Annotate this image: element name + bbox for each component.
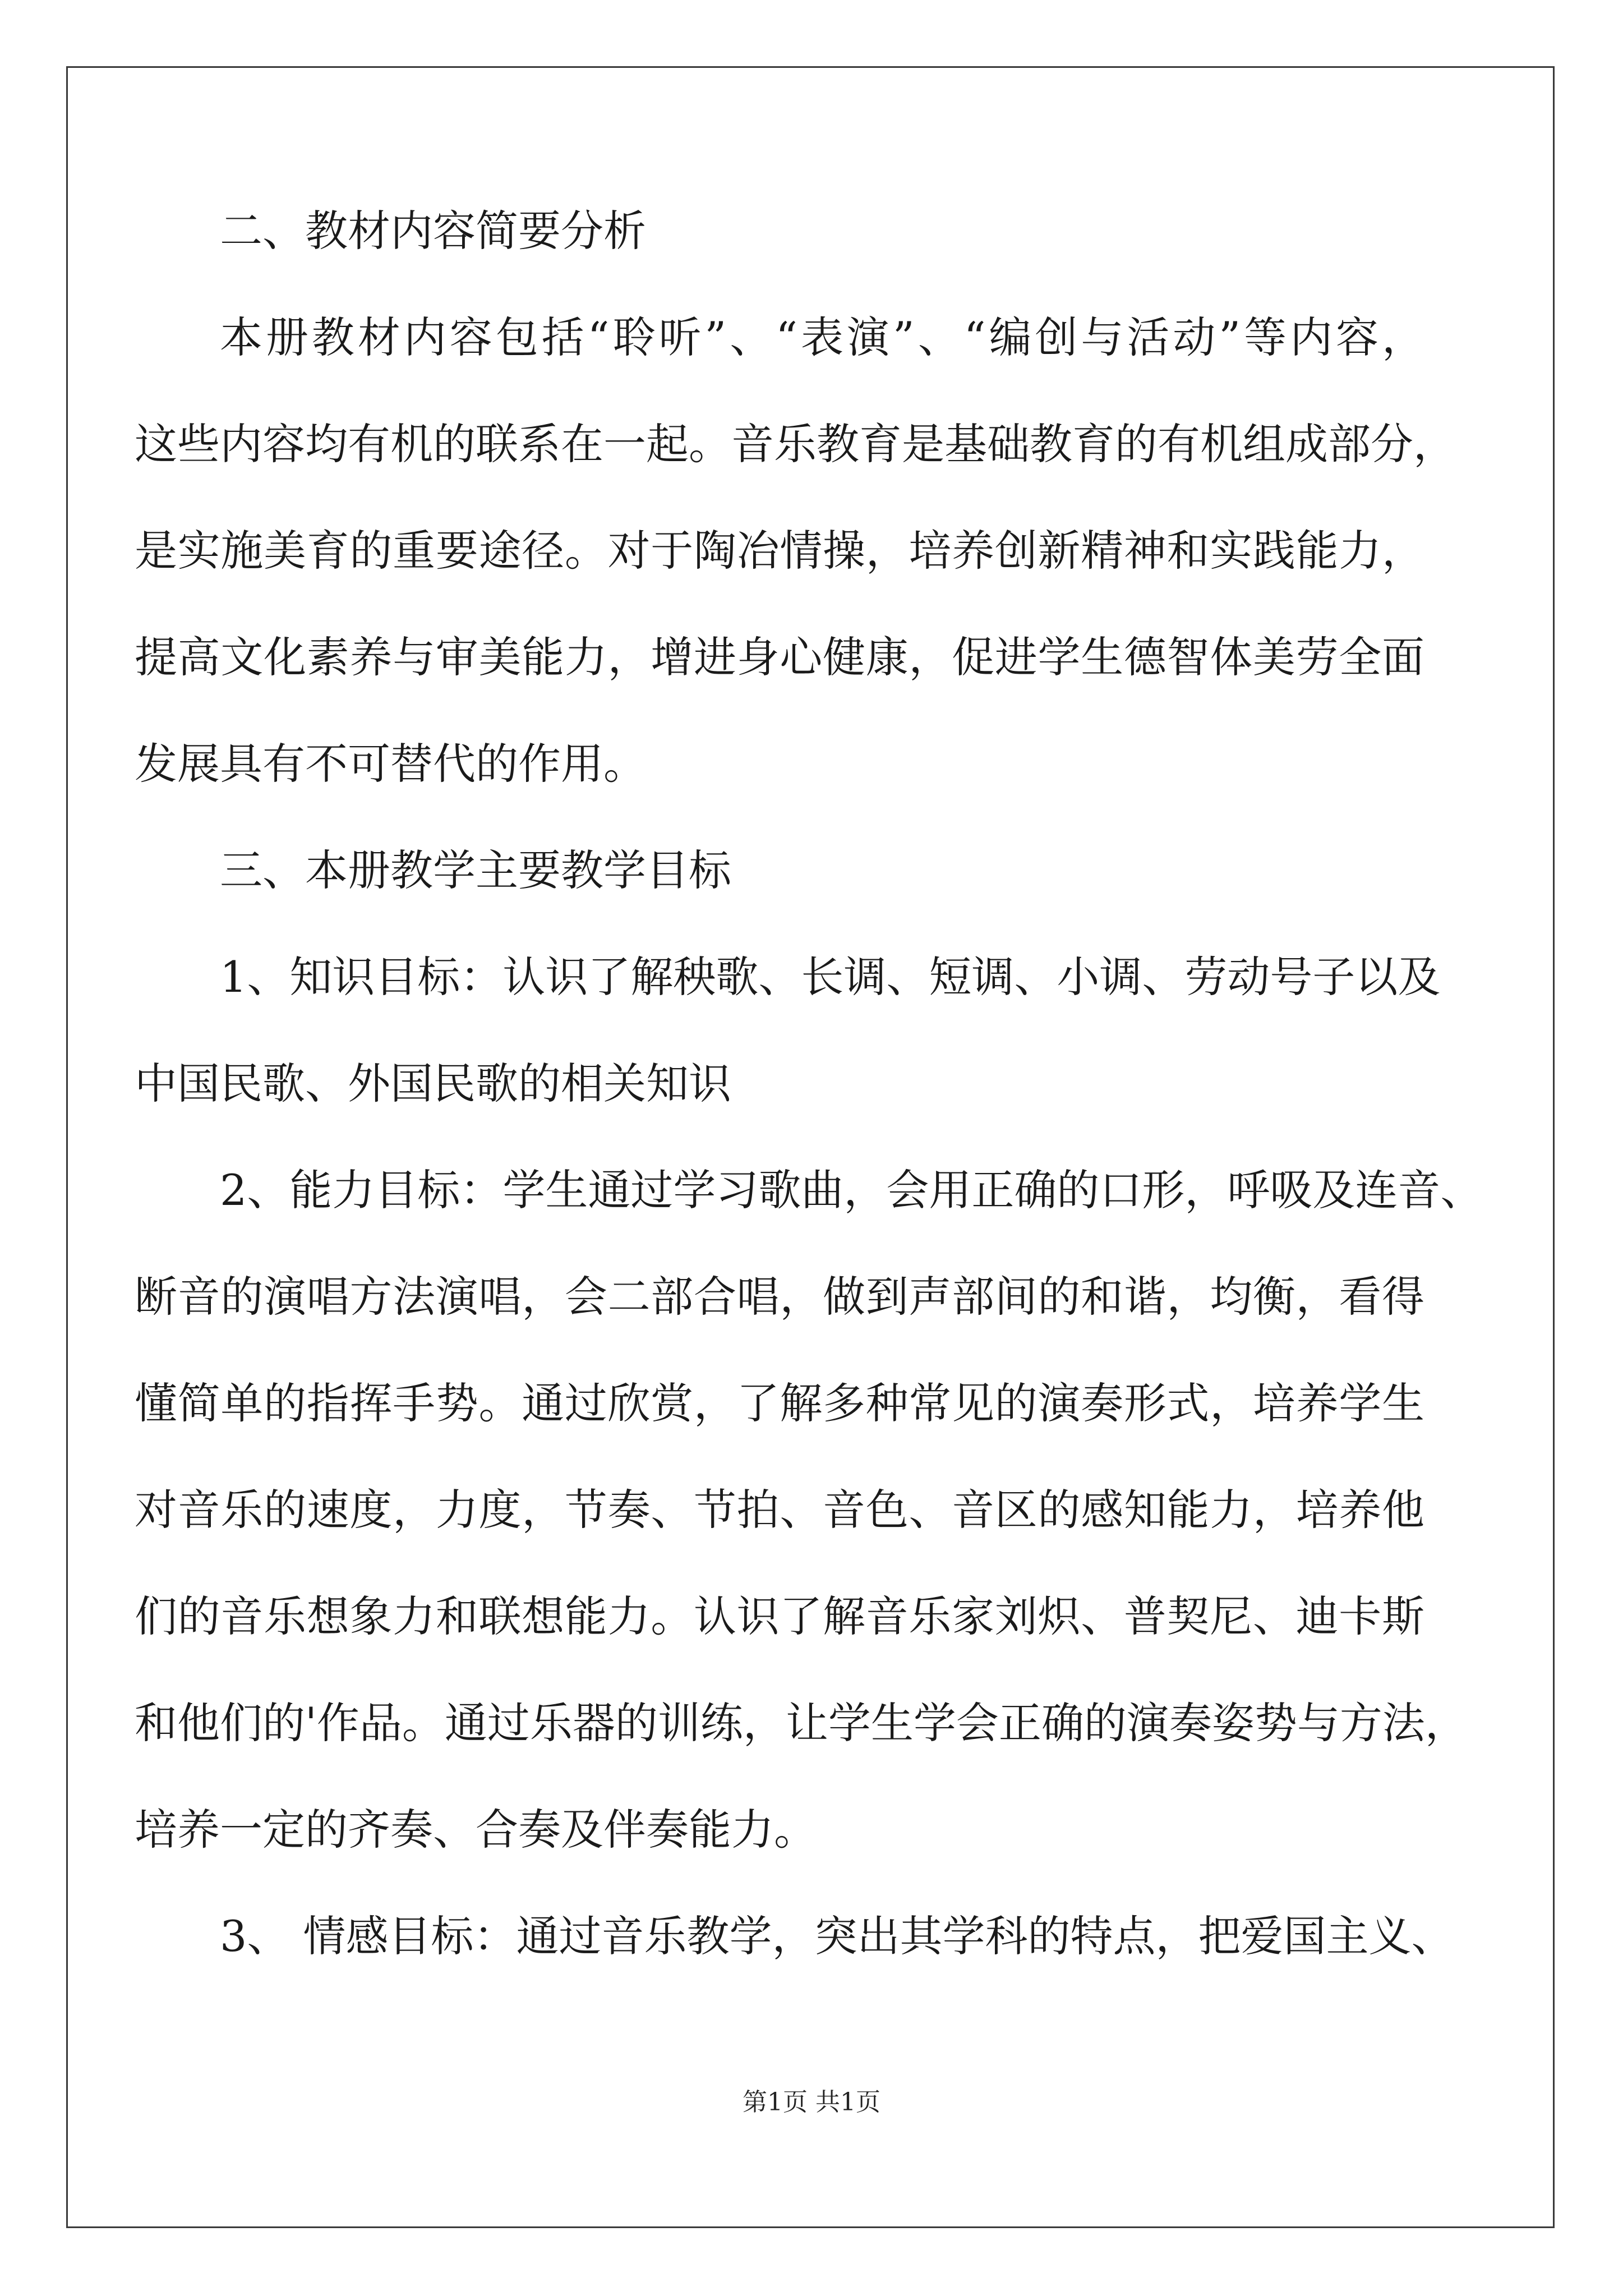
paragraph-line: 中国民歌、外国民歌的相关知识 bbox=[135, 1059, 731, 1108]
paragraph-line: 懂简单的指挥手势。通过欣赏，了解多种常见的演奏形式，培养学生 bbox=[135, 1378, 1424, 1428]
paragraph-line: 们的音乐想象力和联想能力。认识了解音乐家刘炽、普契尼、迪卡斯 bbox=[135, 1591, 1424, 1641]
paragraph-line: 提高文化素养与审美能力，增进身心健康，促进学生德智体美劳全面 bbox=[135, 632, 1424, 682]
section-heading-2: 二、教材内容简要分析 bbox=[220, 206, 646, 256]
paragraph-line: 2、能力目标：学生通过学习歌曲，会用正确的口形，呼吸及连音、 bbox=[220, 1165, 1483, 1215]
paragraph-line: 3、 情感目标：通过音乐教学，突出其学科的特点，把爱国主义、 bbox=[220, 1911, 1454, 1961]
paragraph-line: 是实施美育的重要途径。对于陶冶情操，培养创新精神和实践能力， bbox=[135, 526, 1424, 576]
paragraph-line: 本册教材内容包括“聆听”、“表演”、“编创与活动”等内容， bbox=[220, 312, 1424, 362]
paragraph-line: 发展具有不可替代的作用。 bbox=[135, 739, 646, 789]
section-heading-3: 三、本册教学主要教学目标 bbox=[220, 845, 731, 895]
paragraph-line: 和他们的'作品。通过乐器的训练，让学生学会正确的演奏姿势与方法， bbox=[135, 1698, 1468, 1748]
paragraph-line: 培养一定的齐奏、合奏及伴奏能力。 bbox=[135, 1805, 817, 1855]
page-footer: 第1页 共1页 bbox=[743, 2088, 880, 2116]
paragraph-line: 这些内容均有机的联系在一起。音乐教育是基础教育的有机组成部分， bbox=[135, 419, 1456, 469]
paragraph-line: 断音的演唱方法演唱，会二部合唱，做到声部间的和谐，均衡，看得 bbox=[135, 1272, 1424, 1322]
paragraph-line: 1、知识目标：认识了解秧歌、长调、短调、小调、劳动号子以及 bbox=[220, 952, 1441, 1002]
paragraph-line: 对音乐的速度，力度，节奏、节拍、音色、音区的感知能力，培养他 bbox=[135, 1485, 1424, 1535]
